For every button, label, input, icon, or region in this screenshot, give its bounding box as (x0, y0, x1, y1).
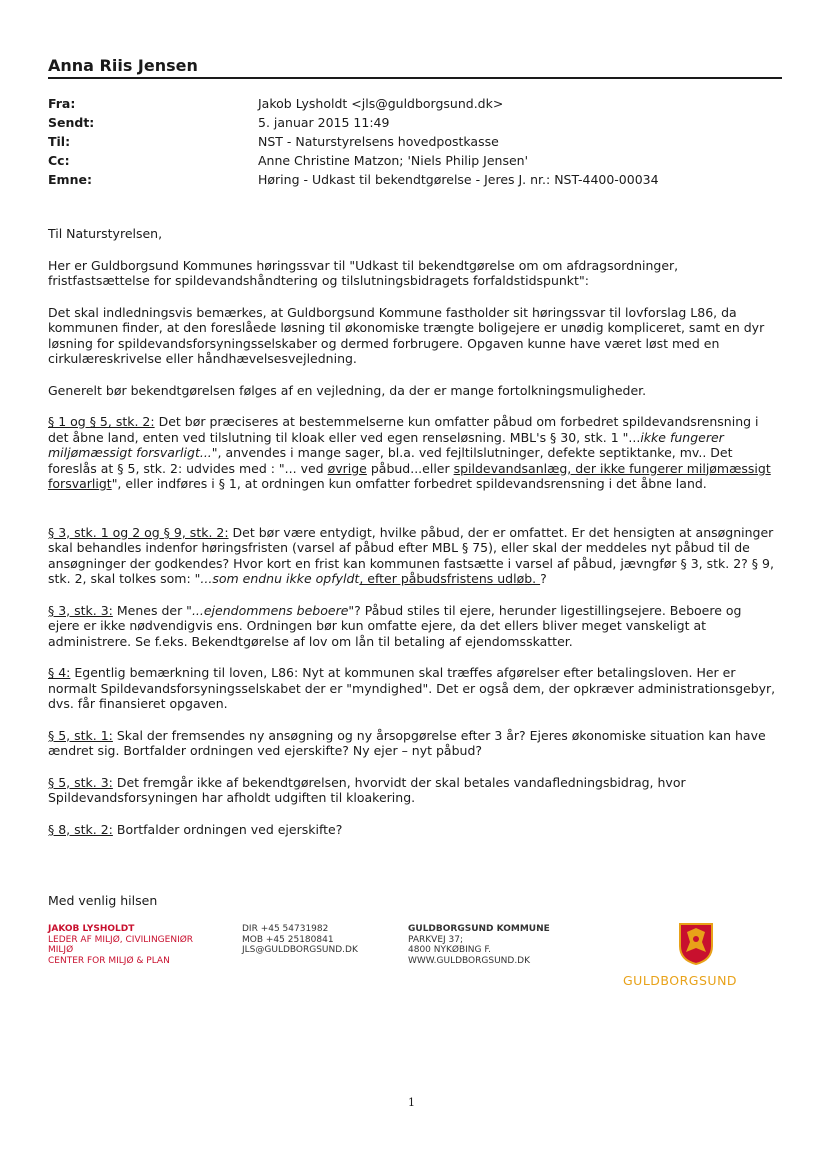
signature-phone-direct: DIR +45 54731982 (242, 924, 329, 934)
signature-phone-mobile: MOB +45 25180841 (242, 934, 334, 945)
section-ref: § 5, stk. 3: (48, 774, 113, 790)
header-label: Cc: (48, 153, 70, 168)
signature-title: LEDER AF MILJØ, CIVILINGENIØR (48, 934, 194, 945)
signature-name: JAKOB LYSHOLDT (48, 924, 135, 934)
header-value: NST - Naturstyrelsens hovedpostkasse (258, 134, 499, 149)
text: Det bør præciseres at bestemmelserne kun omfatter påbud om forbedret spildevandsrensning i det åbne land, enten ved tilslutning til kloak eller ved egen renseløsning. MBL's § 30, stk. 1 "... (48, 414, 759, 445)
email-header (48, 96, 782, 191)
header-label: Sendt: (48, 115, 95, 130)
signature-contact (242, 924, 358, 956)
header-value: Anne Christine Matzon; 'Niels Philip Jensen' (258, 153, 529, 168)
text: Skal der fremsendes ny ansøgning og ny årsopgørelse efter 3 år? Ejeres økonomiske situation kan have ændret sig. Bortfalder ordningen ved ejerskifte? Ny ejer – nyt påbud? (48, 727, 766, 758)
page-number: 1 (408, 1096, 415, 1109)
header-subject (48, 172, 782, 191)
header-value: Jakob Lysholdt <jls@guldborgsund.dk> (258, 96, 504, 111)
header-from (48, 96, 782, 115)
text: Egentlig bemærkning til loven, L86: Nyt at kommunen skal træffes afgørelser efter betalingsloven. Her er normalt Spildevandsforsyningsselskabet der er "myndighed". Det er også dem, der opkræver administrationsgebyr, dvs. får finansieret opgaven. (48, 665, 776, 711)
underlined-text: spildevandsanlæg, der ikke fungerer miljømæssigt forsvarligt (48, 460, 771, 491)
text: Bortfalder ordningen ved ejerskifte? (112, 821, 343, 837)
municipality-crest-icon (678, 922, 714, 966)
text: Det fremgår ikke af bekendtgørelsen, hvorvidt der skal betales vandafledningsbidrag, hvor Spildevandsforsyningen har afholdt udgiften til kloakering. (48, 774, 686, 805)
section-ref: § 5, stk. 1: (48, 727, 113, 743)
signature-website: WWW.GULDBORGSUND.DK (408, 955, 531, 966)
section-ref: § 3, stk. 1 og 2 og § 9, stk. 2: (48, 524, 229, 540)
text: påbud...eller (366, 460, 454, 476)
text: ? (540, 571, 547, 586)
intro-paragraph: Her er Guldborgsund Kommunes høringssvar til "Udkast til bekendtgørelse om om afdragsordninger, fristfastsættelse for spildevandshåndtering og tilslutningsbidragets forfaldstidspunkt": (48, 257, 679, 288)
signature-city: 4800 NYKØBING F. (408, 945, 491, 955)
signature-org-name: GULDBORGSUND KOMMUNE (408, 924, 550, 934)
salutation: Til Naturstyrelsen, (48, 226, 163, 241)
header-cc (48, 153, 782, 172)
signature-street: PARKVEJ 37; (408, 934, 464, 945)
signature-organization (408, 924, 550, 966)
text: ", eller indføres i § 1, at ordningen kun omfatter forbedret spildevandsrensning i det åbne land. (111, 476, 707, 491)
section-7 (48, 822, 776, 838)
text: "? Påbud stiles til ejere, herunder ligestillingsejere. Beboere og ejere er ikke nødvendigvis ens. Ordningen bør kun omfatte ejere, da det ellers bliver meget vanskeligt at administrere. Se f.eks. Bekendtgørelse af lov om lån til betaling af ejendomsskatter. (48, 602, 742, 649)
text: Det bør være entydigt, hvilke påbud, der er omfattet. Er det hensigten at ansøgninger skal behandles indenfor høringsfristen (varsel af påbud efter MBL § 75), eller skal der meddeles nyt påbud til de ansøgninger der godkendes? Hvor kort en frist kan kommunen fastsætte i varsel af påbud, jævngfør § 3, stk. 2? § 9, stk. 2, skal tolkes som: " (48, 524, 774, 586)
text: ", anvendes i mange sager, bl.a. ved fejltilslutninger, defekte septiktanke, mv.. Det foreslås at § 5, stk. 2: udvides med : "... ved (48, 445, 733, 476)
signature-center: CENTER FOR MILJØ & PLAN (48, 955, 170, 966)
email-body (48, 226, 776, 853)
section-4 (48, 665, 776, 712)
header-sent (48, 115, 782, 134)
section-1 (48, 414, 776, 492)
header-label: Fra: (48, 96, 76, 111)
section-2 (48, 525, 776, 587)
municipality-logo-text: GULDBORGSUND (623, 973, 738, 988)
section-ref: § 1 og § 5, stk. 2: (48, 414, 155, 429)
section-ref: § 8, stk. 2: (48, 821, 113, 837)
header-label: Til: (48, 134, 71, 149)
author-rule (48, 77, 782, 79)
header-value: Høring - Udkast til bekendtgørelse - Jeres J. nr.: NST-4400-00034 (258, 172, 659, 187)
signature-person (48, 924, 193, 966)
paragraph: Generelt bør bekendtgørelsen følges af en vejledning, da der er mange fortolkningsmuligheder. (48, 382, 647, 398)
header-label: Emne: (48, 172, 92, 187)
signature-email: JLS@GULDBORGSUND.DK (242, 945, 358, 955)
italic-text: ...ejendommens beboere (191, 602, 349, 618)
section-ref: § 3, stk. 3: (48, 602, 113, 618)
closing-greeting: Med venlig hilsen (48, 893, 158, 908)
italic-text: ikke fungerer miljømæssigt forsvarligt... (48, 429, 724, 460)
text: Menes der " (112, 602, 192, 618)
paragraph: Det skal indledningsvis bemærkes, at Guldborgsund Kommune fastholder sit høringssvar til lovforslag L86, da kommunen finder, at den foreslåede løsning til økonomiske trængte boligejere er unødig kompliceret, samt en dyr løsning for spildevandsforsyningsselskaber og dermed forbrugere. Opgaven kunne have været løst med en cirkulæreskrivelse eller håndhævelsesvejledning. (48, 304, 765, 366)
italic-text: ...som endnu ikke opfyldt (200, 571, 360, 586)
signature-dept: MILJØ (48, 945, 74, 955)
header-value: 5. januar 2015 11:49 (258, 115, 390, 130)
section-5 (48, 728, 776, 759)
underlined-text: øvrige (327, 460, 367, 476)
author-name: Anna Riis Jensen (48, 56, 198, 75)
underlined-text: , efter påbudsfristens udløb. (359, 571, 541, 586)
section-3 (48, 603, 776, 650)
header-to (48, 134, 782, 153)
section-ref: § 4: (48, 665, 71, 680)
section-6 (48, 775, 776, 806)
